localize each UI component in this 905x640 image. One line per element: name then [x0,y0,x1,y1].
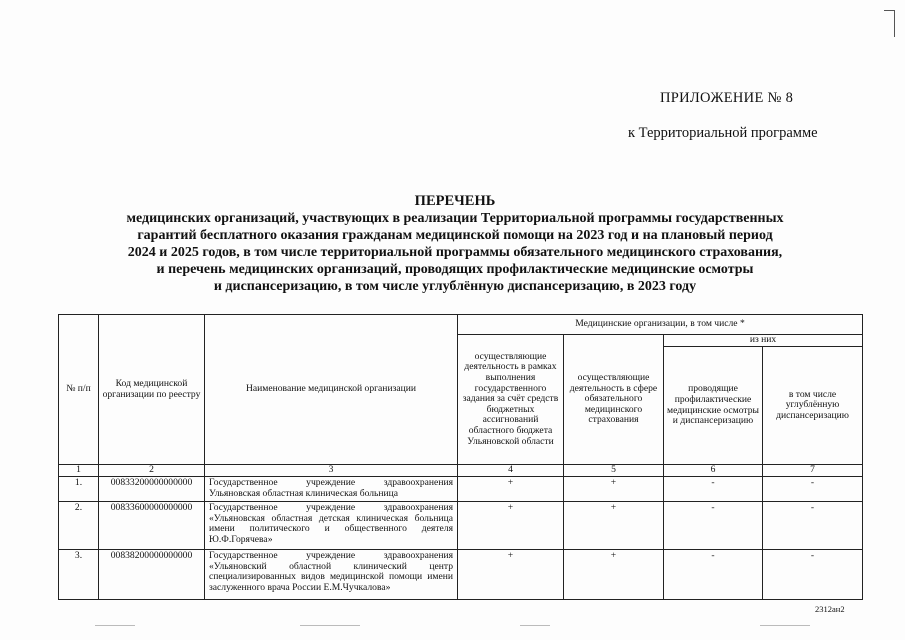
document-code: 2312ан2 [815,604,845,614]
heading-line: 2024 и 2025 годов, в том числе территориальной программы обязательного медицинского страхования, [127,245,783,260]
row-oms-mark: + [564,477,664,502]
header-code: Код медицинской организации по реестру [99,315,205,465]
header-deep: в том числе углублённую диспансеризацию [763,347,863,465]
column-number: 3 [205,465,458,477]
organizations-table [58,314,863,600]
header-prof: проводящие профилактические медицинские осмотры и диспансеризацию [664,347,763,465]
row-prof-mark: - [664,502,763,550]
row-oms-mark: + [564,502,664,550]
scan-speck [760,625,810,626]
row-name: Государственное учреждение здравоохранения Ульяновская областная клиническая больница [205,477,458,502]
row-budget-mark: + [458,502,564,550]
header-oms: осуществляющие деятельность в сфере обязательного медицинского страхования [564,335,664,465]
row-code: 00833600000000000 [99,502,205,550]
row-number: 3. [59,550,99,600]
column-number: 2 [99,465,205,477]
header-group: Медицинские организации, в том числе * [458,315,863,335]
row-prof-mark: - [664,477,763,502]
row-code: 00833200000000000 [99,477,205,502]
appendix-subtitle: к Территориальной программе [628,125,818,141]
row-deep-mark: - [763,550,863,600]
row-number: 1. [59,477,99,502]
heading-line: и перечень медицинских организаций, проводящих профилактические медицинские осмотры [156,262,754,277]
row-name: Государственное учреждение здравоохранения «Ульяновский областной клинический центр специализированных видов медицинской помощи имени заслуженного врача России Е.М.Чучкалова» [205,550,458,600]
column-number: 5 [564,465,664,477]
scan-speck [300,625,360,626]
column-number: 1 [59,465,99,477]
heading-line: и диспансеризацию, в том числе углублённую диспансеризацию, в 2023 году [213,279,697,294]
table-row [59,477,863,502]
header-of-them: из них [664,335,863,347]
row-name: Государственное учреждение здравоохранения «Ульяновская областная детская клиническая больница имени политического и общественного деятеля Ю.Ф.Горячева» [205,502,458,550]
table-row [59,502,863,550]
row-deep-mark: - [763,477,863,502]
appendix-title: ПРИЛОЖЕНИЕ № 8 [660,90,794,106]
row-oms-mark: + [564,550,664,600]
table-row [59,550,863,600]
row-number: 2. [59,502,99,550]
heading-line: гарантий бесплатного оказания гражданам медицинской помощи на 2023 год и на плановый период [137,228,773,243]
header-num: № п/п [59,315,99,465]
heading-main: ПЕРЕЧЕНЬ [414,193,496,209]
page-edge-mark [884,10,895,37]
column-numbers-row [59,465,863,477]
column-number: 6 [664,465,763,477]
row-prof-mark: - [664,550,763,600]
column-number: 7 [763,465,863,477]
scan-speck [95,625,135,626]
heading-line: медицинских организаций, участвующих в реализации Территориальной программы государственных [126,211,784,226]
scan-speck [520,625,550,626]
header-name: Наименование медицинской организации [205,315,458,465]
row-code: 00838200000000000 [99,550,205,600]
row-budget-mark: + [458,477,564,502]
row-deep-mark: - [763,502,863,550]
scan-noise [0,625,905,635]
document-heading [60,193,850,295]
header-budget: осуществляющие деятельность в рамках выполнения государственного задания за счёт средств бюджетных ассигнований областного бюджета Ульяновской области [458,335,564,465]
row-budget-mark: + [458,550,564,600]
column-number: 4 [458,465,564,477]
